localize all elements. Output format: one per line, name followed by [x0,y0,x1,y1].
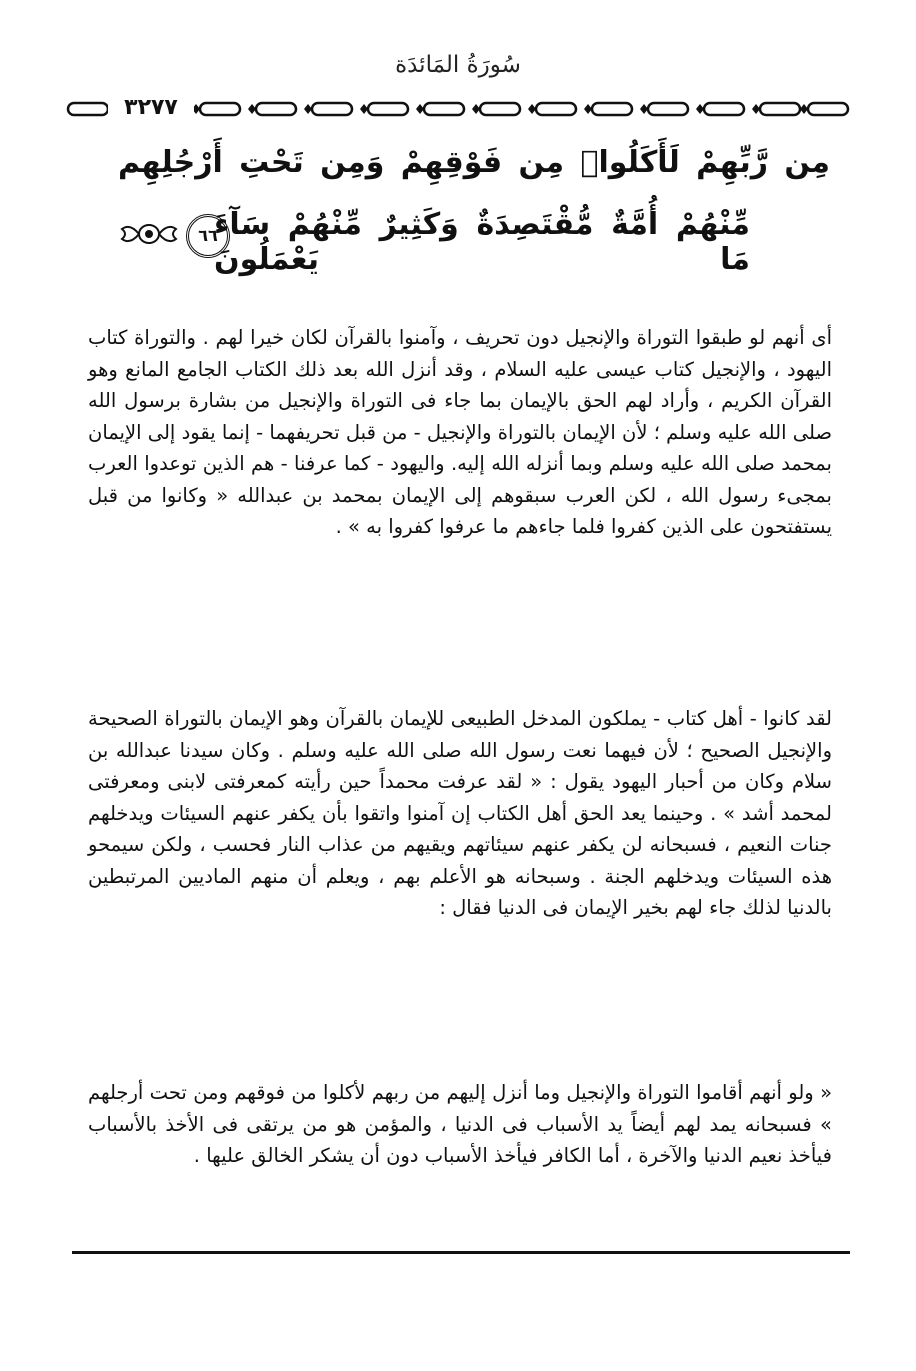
page-number: ٣٢٧٧ [108,96,194,120]
commentary-paragraph-3: « ولو أنهم أقاموا التوراة والإنجيل وما أنزل إليهم من ربهم لأكلوا من فوقهم ومن تحت أرجلهم » فسبحانه يمد لهم أيضاً يد الأسباب فى الدنيا ، والمؤمن هو من يرتقى فى الأخذ بالأسباب فيأخذ نعيم الدنيا والآخرة ، أما الكافر فيأخذ الأسباب دون أن يشكر الخالق عليها . [88,1081,832,1167]
verse-number-marker: ٦٦ [186,214,230,258]
verse-end-ornament-icon [120,217,178,251]
commentary-paragraph-2: لقد كانوا - أهل كتاب - يملكون المدخل الطبيعى للإيمان بالقرآن وهو الإيمان بالتوراة الصحيحة والإنجيل الصحيح ؛ لأن فيهما نعت رسول الله صلى الله عليه وسلم . وكان سيدنا عبدالله بن سلام وكان من أحبار اليهود يقول : « لقد عرفت محمداً حين رأيته كمعرفتى لابنى ومعرفتى لمحمد أشد » . وحينما يعد الحق أهل الكتاب إن آمنوا واتقوا بأن يكفر عنهم السيئات ويدخلهم جنات النعيم ، فسبحانه لن يكفر عنهم سيئاتهم ويقيهم من عذاب النار فحسب ، ولكن سيمحو هذه السيئات ويدخلهم الجنة . وسبحانه هو الأعلم بهم ، ويعلم أن منهم الماديين المرتبطين بالدنيا لذلك جاء لهم بخير الإيمان فى الدنيا فقال : [88,707,832,919]
quran-verse-line-1: مِن رَّبِّهِمْ لَأَكَلُوا۟ مِن فَوْقِهِمْ وَمِن تَحْتِ أَرْجُلِهِم [118,145,830,180]
bottom-divider [72,1251,850,1254]
surah-title: سُورَةُ المَائدَة [395,52,521,78]
commentary-paragraph-1: أى أنهم لو طبقوا التوراة والإنجيل دون تحريف ، وآمنوا بالقرآن لكان خيرا لهم . والتوراة كتاب اليهود ، والإنجيل كتاب عيسى عليه السلام ، وقد أنزل الله بعد ذلك الكتاب الجامع المانع وهو القرآن الكريم ، وأراد لهم الحق بالإيمان بما جاء فى التوراة والإنجيل من بشارة برسول الله صلى الله عليه وسلم ؛ لأن الإيمان بالتوراة والإنجيل - من قبل تحريفهما - إنما يقود إلى الإيمان بمحمد صلى الله عليه وسلم وبما أنزله الله إليه. واليهود - كما عرفنا - هم الذين توعدوا العرب بمجىء رسول الله ، لكن العرب سبقوهم إلى الإيمان بمحمد بن عبدالله « وكانوا من قبل يستفتحون على الذين كفروا فلما جاءهم ما عرفوا كفروا به » . [88,326,832,538]
quran-verse-line-2: مِّنْهُمْ أُمَّةٌ مُّقْتَصِدَةٌ وَكَثِيرٌ مِّنْهُمْ سَآءَ مَا يَعْمَلُونَ [214,207,750,277]
